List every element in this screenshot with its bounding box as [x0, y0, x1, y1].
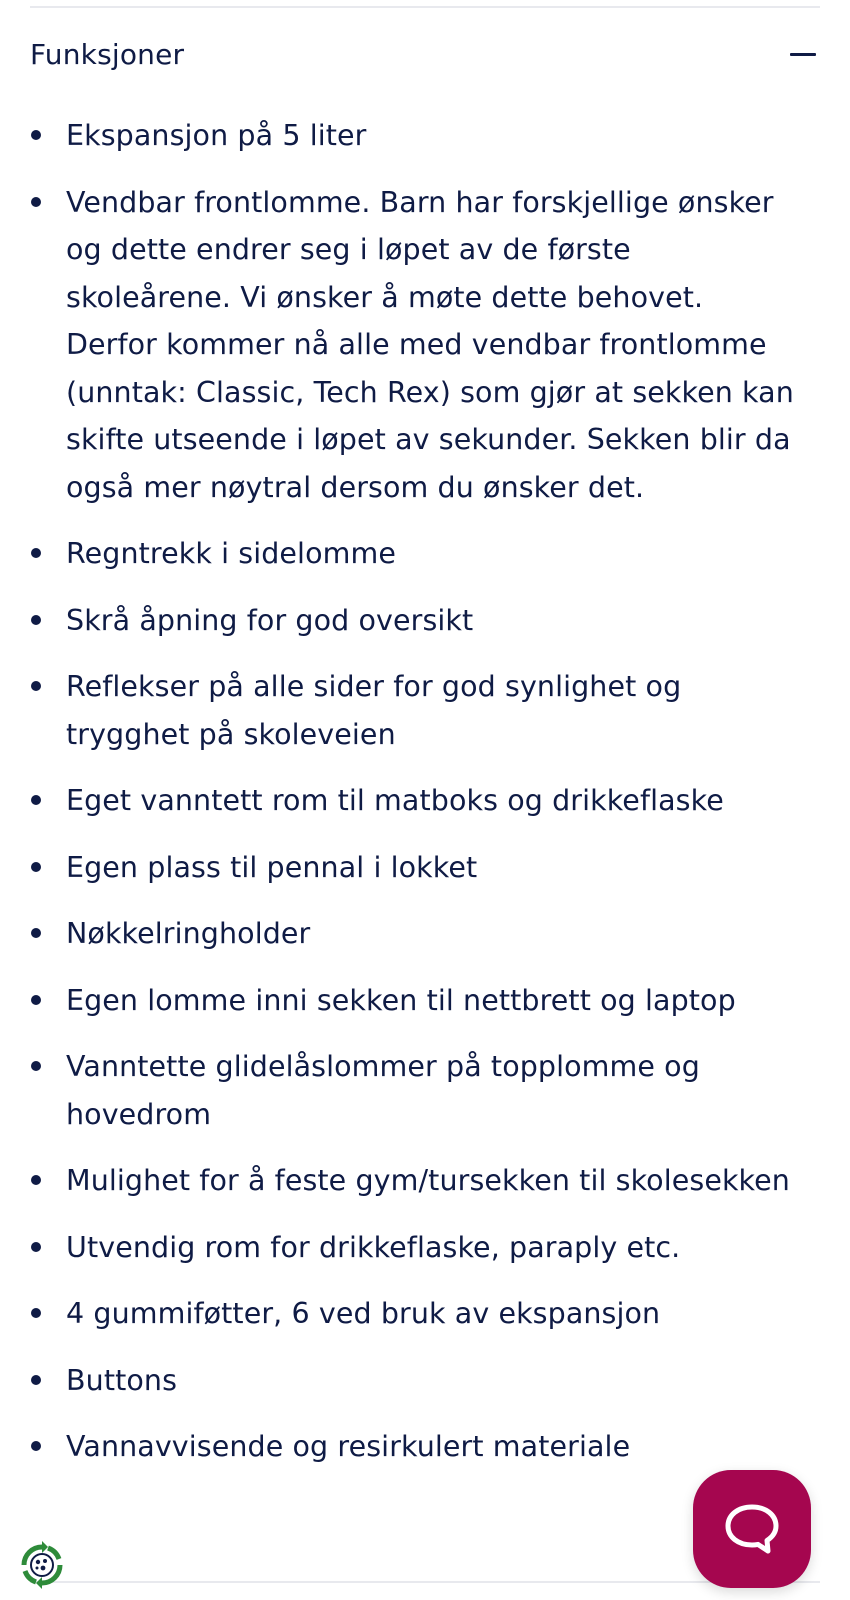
feature-list-item [0, 663, 800, 758]
section-divider-top [30, 6, 820, 8]
feature-text: Vendbar frontlomme. Barn har forskjellige ønsker og dette endrer seg i løpet av de første skoleårene. Vi ønsker å møte dette behovet. Derfor kommer nå alle med vendbar frontlomme (unntak: Classic, Tech Rex) som gjør at sekken kan skifte utseende i løpet av sekunder. Sekken blir da også mer nøytral dersom du ønsker det. [66, 185, 794, 504]
feature-list-item [0, 1357, 800, 1405]
feature-text: Eget vanntett rom til matboks og drikkeflaske [66, 784, 724, 817]
feature-list-item [0, 910, 800, 958]
bullet-icon [31, 548, 41, 558]
feature-text: Skrå åpning for god oversikt [66, 603, 474, 637]
bullet-icon [31, 130, 41, 140]
chat-bubble-icon [723, 1501, 781, 1557]
feature-list-item [0, 1043, 800, 1138]
feature-text: 4 gummiføtter, 6 ved bruk av ekspansjon [66, 1297, 661, 1330]
feature-list-item [0, 597, 800, 645]
bullet-icon [31, 862, 41, 872]
feature-list-item [0, 1224, 800, 1272]
bullet-icon [31, 615, 41, 625]
feature-text: Vannavvisende og resirkulert materiale [66, 1430, 631, 1463]
bullet-icon [31, 1375, 41, 1385]
feature-text: Utvendig rom for drikkeflaske, paraply etc. [66, 1230, 681, 1264]
section-divider-bottom [30, 1581, 820, 1583]
feature-text: Reflekser på alle sider for god synlighet og trygghet på skoleveien [66, 670, 682, 751]
feature-list-item [0, 1423, 800, 1471]
bullet-icon [31, 1441, 41, 1451]
feature-list-item [0, 112, 800, 160]
feature-text: Regntrekk i sidelomme [66, 537, 396, 570]
accordion-title: Funksjoner [30, 37, 185, 71]
feature-text: Ekspansjon på 5 liter [66, 119, 367, 152]
feature-list-item [0, 1157, 800, 1205]
bullet-icon [31, 995, 41, 1005]
chat-button[interactable] [693, 1470, 811, 1588]
bullet-icon [31, 928, 41, 938]
feature-text: Nøkkelringholder [66, 917, 311, 950]
feature-list-item [0, 844, 800, 892]
feature-text: Buttons [66, 1363, 178, 1397]
bullet-icon [31, 1061, 41, 1071]
features-list [0, 112, 800, 1490]
bullet-icon [31, 795, 41, 805]
bullet-icon [31, 1242, 41, 1252]
recycle-icon [12, 1535, 72, 1595]
minus-icon[interactable] [786, 37, 820, 71]
feature-text: Vanntette glidelåslommer på topplomme og hovedrom [66, 1050, 700, 1131]
bullet-icon [31, 1308, 41, 1318]
feature-text: Egen lomme inni sekken til nettbrett og laptop [66, 983, 736, 1017]
features-accordion-header[interactable] [30, 26, 820, 82]
feature-list-item [0, 977, 800, 1025]
feature-text: Mulighet for å feste gym/tursekken til skolesekken [66, 1164, 790, 1197]
bullet-icon [31, 681, 41, 691]
bullet-icon [31, 1175, 41, 1185]
feature-list-item [0, 179, 800, 512]
feature-list-item [0, 777, 800, 825]
feature-text: Egen plass til pennal i lokket [66, 850, 478, 884]
feature-list-item [0, 1290, 800, 1338]
bullet-icon [31, 197, 41, 207]
feature-list-item [0, 530, 800, 578]
